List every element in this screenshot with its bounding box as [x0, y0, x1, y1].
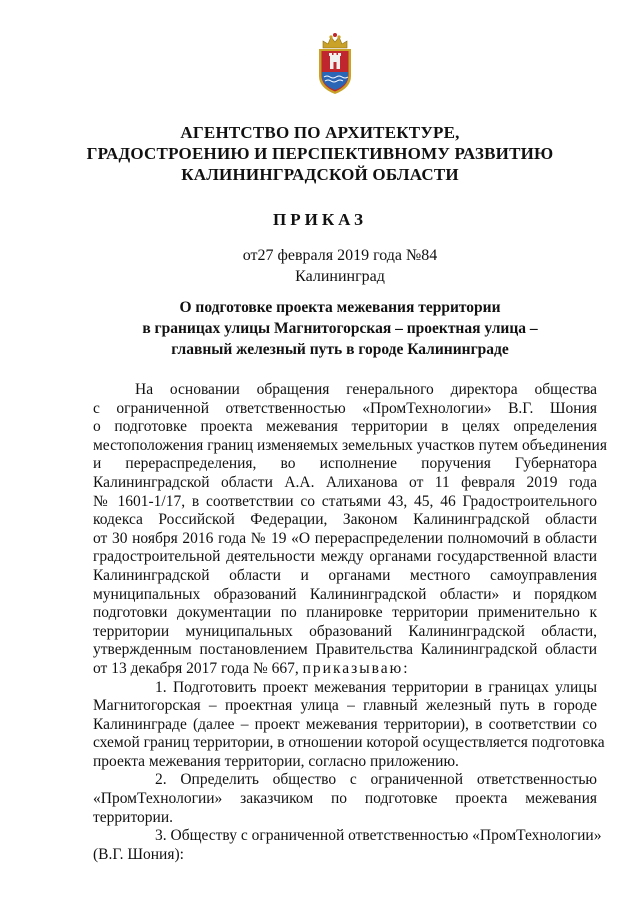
preamble-line: территории муниципальных образований Калининградской области, — [93, 622, 597, 640]
preamble-last-line — [93, 660, 597, 679]
order-body — [93, 381, 607, 864]
item-1-last-line: проекта межевания территории, согласно приложению. — [93, 752, 459, 770]
item-1-line: Калининграде (далее – проект межевания территории), в соответствии со — [93, 715, 597, 733]
order-heading: ПРИКАЗ — [273, 210, 367, 229]
item-3-line: 3. Обществу с ограниченной ответственностью «ПромТехнологии» — [155, 827, 602, 845]
title-line: главный железный путь в городе Калининграде — [171, 341, 509, 358]
order-title — [0, 297, 640, 360]
preamble-line: кодекса Российской Федерации, Законом Калининградской области — [93, 511, 597, 529]
agency-line: ГРАДОСТРОЕНИЮ И ПЕРСПЕКТИВНОМУ РАЗВИТИЮ — [86, 144, 554, 163]
title-line: в границах улицы Магнитогорская – проектная улица – — [142, 320, 538, 337]
preamble-line: муниципальных образований Калининградской области» и порядком — [93, 585, 597, 603]
preamble-line: Калининградской области А.А. Алиханова от 11 февраля 2019 года — [93, 473, 597, 491]
item-2-line: «ПромТехнологии» заказчиком по подготовке проекта межевания — [93, 790, 597, 808]
preamble-line: местоположения границ изменяемых земельных участков путем объединения — [93, 436, 607, 454]
preamble-line: № 1601-1/17, в соответствии со статьями 43, 45, 46 Градостроительного — [93, 492, 597, 510]
item-2-line: 2. Определить общество с ограниченной ответственностью — [155, 771, 597, 789]
preamble-line: от 30 ноября 2016 года № 19 «О перераспределении полномочий в области — [93, 529, 597, 547]
preamble-line: и перераспределения, во исполнение поручения Губернатора — [93, 455, 597, 473]
title-line: О подготовке проекта межевания территории — [179, 299, 501, 316]
agency-line: АГЕНТСТВО ПО АРХИТЕКТУРЕ, — [180, 123, 460, 142]
item-1-line: 1. Подготовить проект межевания территории в границах улицы — [155, 678, 597, 696]
preamble-line: утвержденным постановлением Правительства Калининградской области — [93, 641, 597, 659]
order-keyword: приказываю: — [302, 659, 410, 677]
preamble-line: градостроительной деятельности между органами государственной власти — [93, 548, 597, 566]
preamble-line: Калининградской области и органами местного самоуправления — [93, 566, 597, 584]
item-2-last-line: территории. — [93, 808, 173, 826]
preamble-line: с ограниченной ответственностью «ПромТехнологии» В.Г. Шония — [93, 399, 597, 417]
preamble-last-text: от 13 декабря 2017 года № 667, — [93, 659, 299, 677]
agency-line: КАЛИНИНГРАДСКОЙ ОБЛАСТИ — [181, 165, 459, 184]
preamble-line: подготовки документации по планировке территории применительно к — [93, 604, 597, 622]
order-date: от27 февраля 2019 года №84 — [242, 247, 438, 264]
preamble-line: о подготовке проекта межевания территории в целях определения — [93, 418, 597, 436]
coat-of-arms-emblem — [315, 32, 355, 96]
order-city: Калининград — [295, 268, 385, 285]
order-date-block — [0, 245, 640, 287]
agency-name — [0, 122, 640, 185]
item-1-line: схемой границ территории, в отношении которой осуществляется подготовка — [93, 734, 605, 752]
item-1-line: Магнитогорская – проектная улица – главный железный путь в городе — [93, 697, 597, 715]
item-3-last-line: (В.Г. Шония): — [93, 845, 184, 863]
preamble-line: На основании обращения генерального директора общества — [135, 381, 597, 398]
